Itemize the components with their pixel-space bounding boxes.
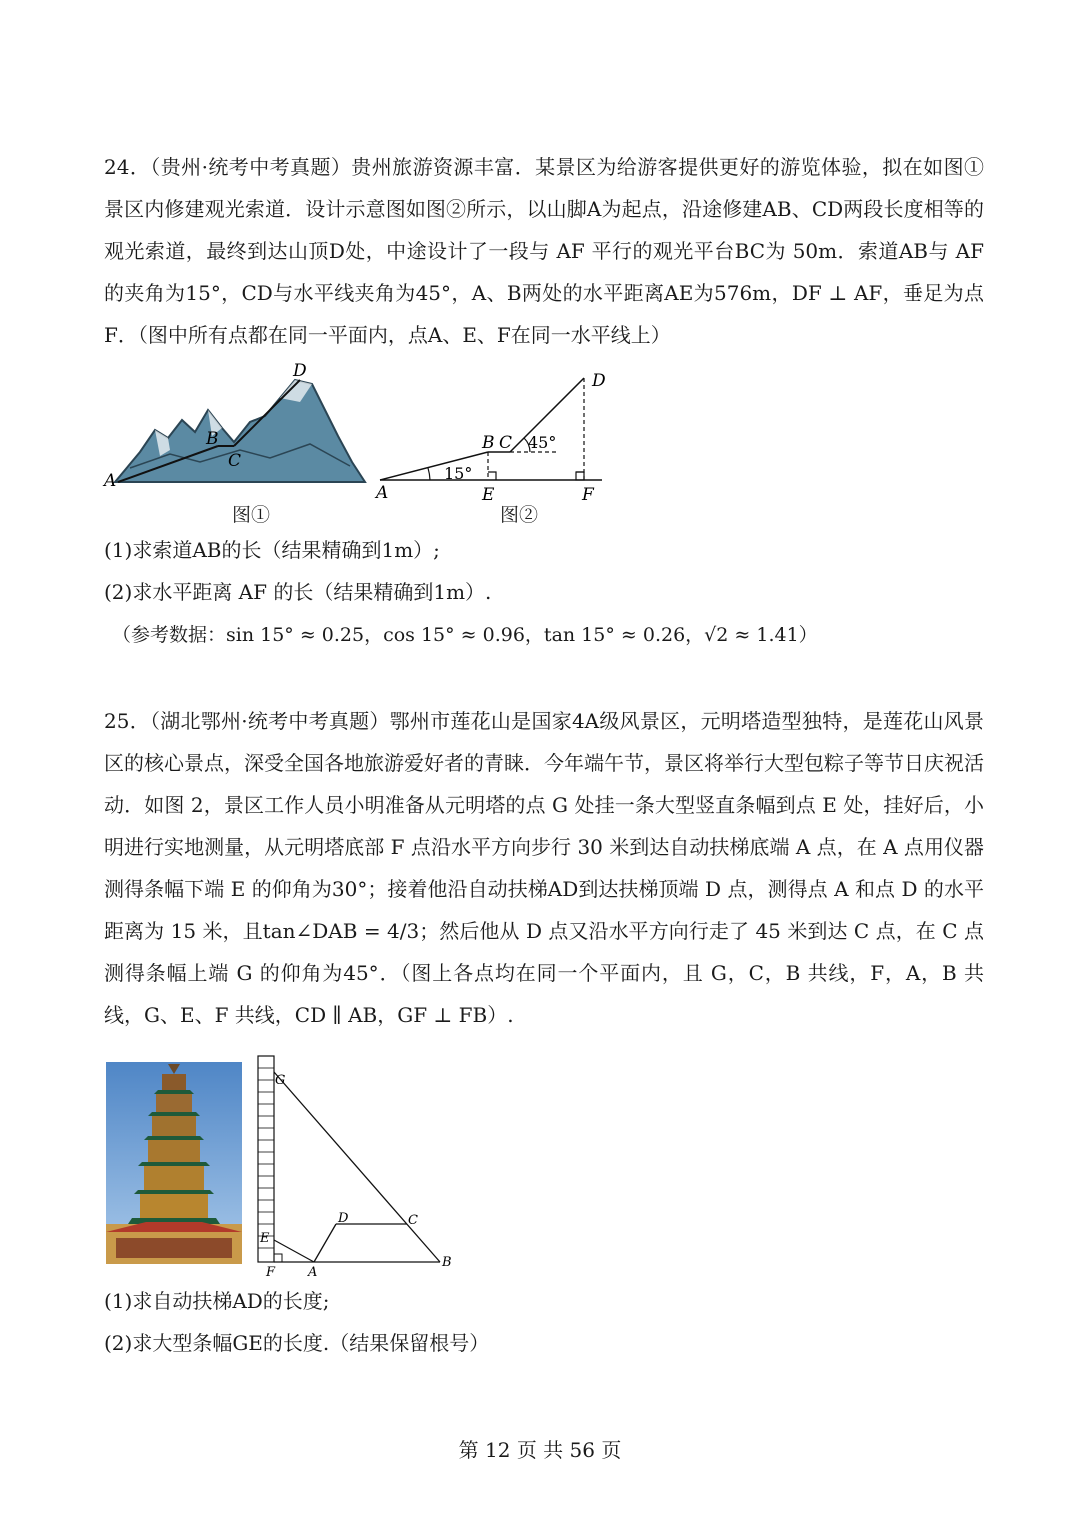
angle-45: 45° <box>528 433 557 452</box>
label-a: A <box>376 483 389 503</box>
label-a: A <box>104 471 117 491</box>
q24-sub1: (1)求索道AB的长（结果精确到1m）; <box>104 538 440 562</box>
label-e: E <box>482 485 495 504</box>
label-c: C <box>408 1213 418 1228</box>
fig2-caption: 图② <box>500 504 539 526</box>
angle-15: 15° <box>444 464 473 483</box>
q25-sub1: (1)求自动扶梯AD的长度; <box>104 1289 330 1313</box>
q25-sub2: (2)求大型条幅GE的长度.（结果保留根号） <box>104 1331 490 1355</box>
label-e: E <box>260 1231 270 1246</box>
pagoda-photo <box>106 1062 242 1264</box>
label-f: F <box>266 1265 276 1278</box>
q24-text: 24．（贵州·统考中考真题）贵州旅游资源丰富．某景区为给游客提供更好的游览体验，拟在如图①景区内修建观光索道．设计示意图如图②所示，以山脚A为起点，沿途修建AB、CD两段长度相等的观光索道，最终到达山顶D处，中途设计了一段与 AF 平行的观光平台BC为 50m．索道AB与 AF 的夹角为15°，CD与水平线夹角为45°，A、B两处的水平距离AE为576m，DF ⊥ AF，垂足为点F．（图中所有点都在同一平面内，点A、E、F在同一水平线上） <box>104 155 984 347</box>
label-b: B <box>206 429 219 449</box>
page-footer: 第 12 页 共 56 页 <box>458 1438 622 1462</box>
q25-figure <box>250 1052 462 1278</box>
fig1-caption: 图① <box>232 504 271 526</box>
q24-reference-data: （参考数据：sin 15° ≈ 0.25，cos 15° ≈ 0.96，tan 15° ≈ 0.26，√2 ≈ 1.41） <box>112 624 818 646</box>
label-b: B <box>442 1255 452 1270</box>
label-a: A <box>308 1265 318 1278</box>
label-g: G <box>275 1073 286 1088</box>
q25-text: 25．（湖北鄂州·统考中考真题）鄂州市莲花山是国家4A级风景区，元明塔造型独特，是莲花山风景区的核心景点，深受全国各地旅游爱好者的青睐．今年端午节，景区将举行大型包粽子等节日庆祝活动．如图 2，景区工作人员小明准备从元明塔的点 G 处挂一条大型竖直条幅到点 E 处，挂好后，小明进行实地测量，从元明塔底部 F 点沿水平方向步行 30 米到达自动扶梯底端 A 点，在 A 点用仪器测得条幅下端 E 的仰角为30°；接着他沿自动扶梯AD到达扶梯顶端 D 点，测得点 A 和点 D 的水平距离为 15 米，且tan∠DAB = 4/3；然后他从 D 点又沿水平方向行走了 45 米到达 C 点，在 C 点测得条幅上端 G 的仰角为45°．（图上各点均在同一个平面内，且 G，C，B 共线，F，A，B 共线，G、E、F 共线，CD ∥ AB，GF ⊥ FB）. <box>104 709 984 1027</box>
label-f: F <box>582 485 594 504</box>
label-c: C <box>228 451 242 471</box>
label-b: B <box>482 433 495 453</box>
label-d: D <box>592 371 606 391</box>
label-c: C <box>499 433 513 453</box>
label-d: D <box>293 361 307 381</box>
q24-sub2: (2)求水平距离 AF 的长（结果精确到1m）. <box>104 580 492 604</box>
label-d: D <box>338 1211 349 1226</box>
q24-figure-1 <box>100 358 370 498</box>
q24-figure-2 <box>372 364 622 504</box>
